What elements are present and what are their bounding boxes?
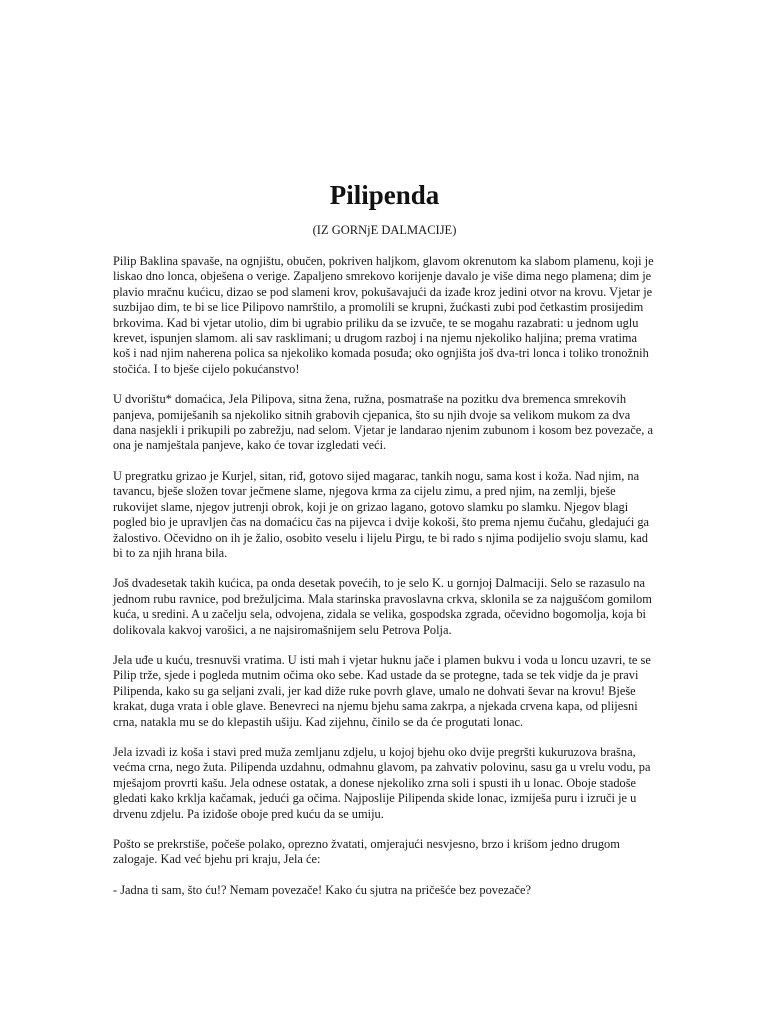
document-page bbox=[113, 180, 656, 913]
paragraph: Još dvadesetak takih kućica, pa onda desetak povećih, to je selo K. u gornjoj Dalmaciji. Selo se razasulo na jednom rubu ravnice, pod brežuljcima. Mala starinska pravoslavna crkva, sklonila se za najgušćom gomilom kuća, u sredini. A u začelju sela, odvojena, zidala se velika, gospodska zgrada, očevidno bogomolja, koja bi dolikovala kakvoj varošici, a ne najsiromašnijem selu Petrova Polja. bbox=[113, 576, 652, 637]
paragraph: U pregratku grizao je Kurjel, sitan, riđ, gotovo sijed magarac, tankih nogu, sama kost i koža. Nad njim, na tavancu, bješe složen tovar ječmene slame, njegova krma za cijelu zimu, a pred njim, na zemlji, bješe rukovijet slame, njegov jutrenji obrok, koji je on grizao lagano, gotovo slamku po slamku. Njegov blagi pogled bio je upravljen čas na domaćicu čas na pijevca i dvije kokoši, što prema njemu čučahu, gledajući ga žalostivo. Očevidno on ih je žalio, osobito veselu i lijelu Pirgu, te bi rado s njima podijelio svoju slamu, kad bi to za njih hrana bila. bbox=[113, 468, 650, 560]
paragraph: U dvorištu* domaćica, Jela Pilipova, sitna žena, ružna, posmatraše na pozitku dva bremenca smrekovih panjeva, pomiješanih sa njekoliko sitnih grabovih cjepanica, što su njih dvoje sa velikom mukom za dva dana nasjekli i prikupili po zabrežju, nad selom. Vjetar je landarao njenim zubunom i kosom bez povezače, a ona je namještala panjeve, kako će tovar izgledati veći. bbox=[113, 392, 653, 453]
document-subtitle: (IZ GORNjE DALMACIJE) bbox=[312, 223, 457, 237]
paragraph: - Jadna ti sam, što ću!? Nemam povezače! Kako ću sjutra na pričešće bez povezače? bbox=[113, 882, 531, 897]
paragraph: Pilip Baklina spavaše, na ognjištu, obučen, pokriven haljkom, glavom okrenutom ka slabom plamenu, koji je liskao dno lonca, obješena o verige. Zapaljeno smrekovo korijenje davalo je više dima nego plamena; dim je plavio mračnu kućicu, dizao se pod slameni krov, pokušavajući da izađe kroz jedini otvor na krovu. Vjetar je suzbijao dim, te bi se lice Pilipovo namrštilo, a promolili se krupni, žućkasti zubi pod četkastim prosijedim brkovima. Kad bi vjetar utolio, dim bi ugrabio priliku da se izvuče, te se mogahu razabrati: u jednom uglu krevet, ispunjen slamom. ali sav rasklimani; u drugom razboj i na njemu njekoliko haljina; prema vratima koš i nad njim naherena polica sa njekoliko komada posuđa; oko ognjišta još dva-tri lonca i toliko tronožnih stočića. I to bješe cijelo pokućanstvo! bbox=[113, 254, 654, 376]
paragraph: Jela izvadi iz koša i stavi pred muža zemljanu zdjelu, u kojoj bjehu oko dvije pregršti kukuruzova brašna, većma crna, nego žuta. Pilipenda uzdahnu, odmahnu glavom, pa zahvativ polovinu, sasu ga u vrelu vodu, pa mješajom provrti kašu. Jela odnese ostatak, a donese njekoliko zrna soli i spusti ih u lonac. Oboje stadoše gledati kako krklja kačamak, jedući ga očima. Najposlije Pilipenda skide lonac, izmiješa puru i izruči je u drvenu zdjelu. Pa iziđoše oboje pred kuću da se umiju. bbox=[113, 744, 651, 821]
paragraph: Pošto se prekrstiše, počeše polako, oprezno žvatati, omjerajući nesvjesno, brzo i krišom jedno drugom zalogaje. Kad već bjehu pri kraju, Jela će: bbox=[113, 837, 620, 867]
document-title: Pilipenda bbox=[329, 180, 440, 210]
paragraph: Jela uđe u kuću, tresnuvši vratima. U isti mah i vjetar huknu jače i plamen bukvu i voda u loncu uzavri, te se Pilip trže, sjede i pogleda mutnim očima oko sebe. Kad ustade da se protegne, tada se tek vidje da je pravi Pilipenda, kako su ga seljani zvali, jer kad diže ruke povrh glave, umalo ne dohvati ševar na krovu! Bješe krakat, duga vrata i oble glave. Benevreci na njemu bjehu sama zakrpa, a njekada crvena kapa, od plijesni crna, natakla mu se do klepastih ušiju. Kad zijehnu, činilo se da će progutati lonac. bbox=[113, 652, 651, 729]
